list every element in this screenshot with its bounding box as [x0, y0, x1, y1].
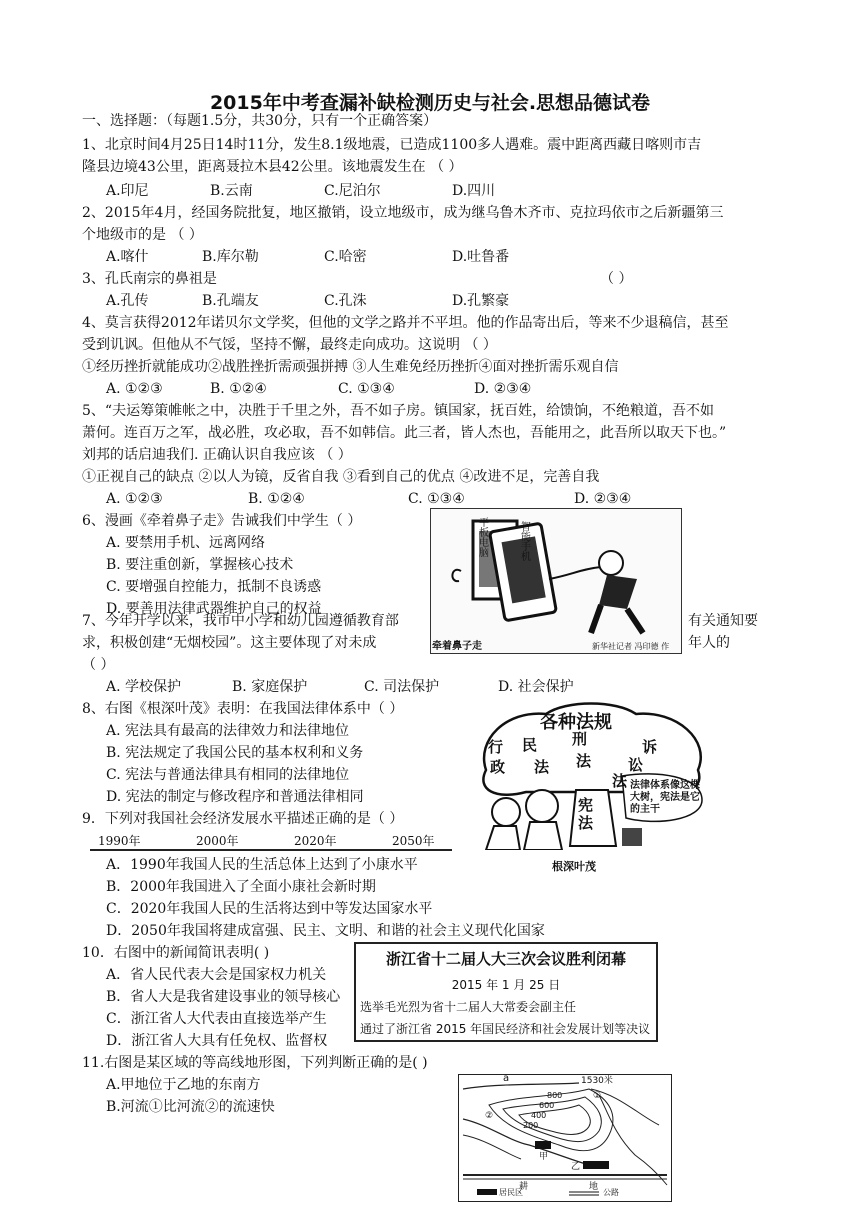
q7-option-d: D. 社会保护 — [498, 679, 574, 695]
q5-line1: 5、“夫运筹策帷帐之中，决胜于千里之外，吾不如子房。镇国家，抚百姓，给馈饷，不绝粮道，吾不如 — [82, 403, 715, 419]
cartoon-label-phone: 智能手机 — [521, 522, 531, 563]
q2-option-c: C.哈密 — [324, 249, 367, 265]
map-label-jia: 甲 — [539, 1152, 549, 1162]
map-label-600: 600 — [539, 1101, 555, 1110]
q5-line4: ①正视自己的缺点 ②以人为镜，反省自我 ③看到自己的优点 ④改进不足，完善自我 — [82, 469, 600, 485]
tree-branch-zheng: 政 — [490, 758, 506, 776]
q10-line1: 10．右图中的新闻简讯表明( ) — [82, 945, 270, 961]
exam-title: 2015年中考查漏补缺检测历史与社会.思想品德试卷 — [209, 92, 651, 114]
map-label-river1: ① — [593, 1091, 602, 1101]
q10-option-d: D．浙江省人大具有任免权、监督权 — [106, 1033, 328, 1049]
tree-speech-bubble: 法律体系像这棵大树，宪法是它的主干 — [630, 780, 700, 815]
tree-branch-fa2: 法 — [576, 752, 592, 770]
q4-option-c: C. ①③④ — [338, 381, 395, 397]
q1-option-d: D.四川 — [452, 183, 496, 199]
q2-line2: 个地级市的是 （ ） — [82, 227, 203, 243]
contour-lines — [459, 1075, 671, 1201]
map-label-a: a — [503, 1073, 510, 1084]
q7-line1a: 7、今年开学以来，我市中小学和幼儿园遵循教育部 — [82, 613, 399, 629]
q8-option-c: C. 宪法与普通法律具有相同的法律地位 — [106, 767, 350, 783]
q1-line1: 1、北京时间4月25日14时11分，发生8.1级地震，已造成1100多人遇难。震中距离西藏日喀则市吉 — [82, 137, 702, 153]
contour-map — [458, 1074, 672, 1202]
q9-option-c: C．2020年我国人民的生活将达到中等发达国家水平 — [106, 901, 433, 917]
q7-line3: （ ） — [82, 657, 115, 673]
q6-option-c: C. 要增强自控能力，抵制不良诱惑 — [106, 579, 322, 595]
q3-line1: 3、孔氏南宗的鼻祖是 — [82, 271, 217, 287]
q11-option-a: A.甲地位于乙地的东南方 — [106, 1077, 261, 1093]
tree-trunk-label: 宪法 — [578, 796, 594, 832]
q4-line2: 受到讥讽。但他从不气馁，坚持不懈，最终走向成功。这说明 （ ） — [82, 337, 497, 353]
q6-option-b: B. 要注重创新，掌握核心技术 — [106, 557, 294, 573]
tree-branch-xing: 行 — [488, 738, 504, 756]
news-brief-box — [354, 942, 658, 1042]
timeline-year-2050: 2050年 — [392, 834, 435, 848]
cartoon-caption-credit: 新华社记者 冯印德 作 — [592, 642, 670, 651]
cartoon-label-tablet: 平板电脑 — [479, 518, 489, 559]
q5-line2: 萧何。连百万之军，战必胜，攻必取，吾不如韩信。此三者，皆人杰也，吾能用之，此吾所以取天下也。” — [82, 425, 727, 441]
map-label-400: 400 — [531, 1111, 547, 1120]
q5-line3: 刘邦的话启迪我们. 正确认识自我应该 （ ） — [82, 447, 352, 463]
tree-branch-min: 民 — [522, 736, 538, 754]
q6-line1: 6、漫画《牵着鼻子走》告诫我们中学生（ ） — [82, 513, 362, 529]
q8-option-a: A. 宪法具有最高的法律效力和法律地位 — [106, 723, 350, 739]
cartoon-caption-title: 牵着鼻子走 — [432, 641, 482, 652]
map-label-yi: 乙 — [571, 1162, 581, 1172]
q2-option-b: B.库尔勒 — [202, 249, 259, 265]
q7-line2b: 年人的 — [688, 635, 730, 651]
q5-option-a: A. ①②③ — [106, 491, 163, 507]
q7-option-a: A. 学校保护 — [106, 679, 182, 695]
map-label-farm1: 耕 — [519, 1182, 529, 1192]
q5-option-c: C. ①③④ — [408, 491, 465, 507]
tree-branch-fa1: 法 — [534, 758, 550, 776]
map-label-peak: 1530米 — [581, 1076, 613, 1086]
q5-option-d: D. ②③④ — [574, 491, 632, 507]
map-label-800: 800 — [547, 1091, 563, 1100]
q3-answer-paren: （ ） — [600, 271, 633, 287]
tree-branch-song: 讼 — [628, 756, 644, 774]
tree-branch-fa3: 法 — [612, 772, 628, 790]
tree-top-label: 各种法规 — [540, 712, 612, 733]
q8-line1: 8、右图《根深叶茂》表明：在我国法律体系中（ ） — [82, 701, 404, 717]
q9-option-d: D．2050年我国将建成富强、民主、文明、和谐的社会主义现代化国家 — [106, 923, 545, 939]
map-label-farm2: 地 — [589, 1182, 599, 1192]
q11-line1: 11.右图是某区域的等高线地形图，下列判断正确的是( ) — [82, 1055, 428, 1071]
map-legend-residential: 居民区 — [499, 1188, 523, 1197]
map-label-200: 200 — [523, 1121, 539, 1130]
q10-option-a: A．省人民代表大会是国家权力机关 — [106, 967, 327, 983]
q4-option-a: A. ①②③ — [106, 381, 163, 397]
q7-option-c: C. 司法保护 — [364, 679, 440, 695]
q4-line1: 4、莫言获得2012年诺贝尔文学奖，但他的文学之路并不平坦。他的作品寄出后，等来不少退稿信，甚至 — [82, 315, 729, 331]
section-heading: 一、选择题：（每题1.5分，共30分，只有一个正确答案） — [82, 113, 438, 129]
q1-option-b: B.云南 — [210, 183, 253, 199]
q9-option-b: B．2000年我国进入了全面小康社会新时期 — [106, 879, 376, 895]
q8-option-b: B. 宪法规定了我国公民的基本权利和义务 — [106, 745, 364, 761]
q4-option-d: D. ②③④ — [474, 381, 532, 397]
q9-line1: 9．下列对我国社会经济发展水平描述正确的是（ ） — [82, 811, 404, 827]
q6-option-a: A. 要禁用手机、远离网络 — [106, 535, 266, 551]
news-title: 浙江省十二届人大三次会议胜利闭幕 — [385, 950, 626, 968]
q6-option-d: D. 要善用法律武器维护自己的权益 — [106, 601, 322, 617]
q5-option-b: B. ①②④ — [248, 491, 305, 507]
q4-option-b: B. ①②④ — [210, 381, 267, 397]
q7-line1b: 有关通知要 — [688, 613, 758, 629]
q2-option-d: D.吐鲁番 — [452, 249, 510, 265]
tree-caption: 根深叶茂 — [552, 860, 596, 873]
timeline-year-1990: 1990年 — [98, 834, 141, 848]
cartoon-drawing — [431, 509, 681, 653]
tree-branch-xing2: 刑 — [572, 730, 588, 748]
q1-option-a: A.印尼 — [106, 183, 149, 199]
q10-option-c: C．浙江省人大代表由直接选举产生 — [106, 1011, 327, 1027]
timeline-year-2020: 2020年 — [294, 834, 337, 848]
q10-option-b: B．省人大是我省建设事业的领导核心 — [106, 989, 341, 1005]
q2-option-a: A.喀什 — [106, 249, 149, 265]
q2-line1: 2、2015年4月，经国务院批复，地区撤销，设立地级市，成为继乌鲁木齐市、克拉玛依市之后新疆第三 — [82, 205, 724, 221]
q3-option-b: B.孔端友 — [202, 293, 259, 309]
q1-option-c: C.尼泊尔 — [324, 183, 381, 199]
q8-option-d: D. 宪法的制定与修改程序和普通法律相同 — [106, 789, 364, 805]
q11-option-b: B.河流①比河流②的流速快 — [106, 1099, 275, 1115]
q4-line3: ①经历挫折就能成功②战胜挫折需顽强拼搏 ③人生难免经历挫折④面对挫折需乐观自信 — [82, 359, 619, 375]
q1-line2: 隆县边境43公里，距离聂拉木县42公里。该地震发生在 （ ） — [82, 159, 463, 175]
cartoon-qianzhe-bizi-zou — [430, 508, 682, 654]
q3-option-d: D.孔繁豪 — [452, 293, 510, 309]
map-legend-road: 公路 — [603, 1188, 619, 1197]
map-label-river2: ② — [485, 1111, 494, 1121]
news-date: 2015 年 1 月 25 日 — [451, 978, 561, 992]
q9-option-a: A．1990年我国人民的生活总体上达到了小康水平 — [106, 857, 418, 873]
q3-option-a: A.孔传 — [106, 293, 149, 309]
q7-line2a: 求，积极创建“无烟校园”。这主要体现了对未成 — [82, 635, 377, 651]
q3-option-c: C.孔洙 — [324, 293, 367, 309]
news-line2: 通过了浙江省 2015 年国民经济和社会发展计划等决议 — [360, 1022, 651, 1036]
q7-option-b: B. 家庭保护 — [232, 679, 308, 695]
timeline-year-2000: 2000年 — [196, 834, 239, 848]
tree-cartoon-genshen-yemao — [466, 700, 724, 850]
news-line1: 选举毛光烈为省十二届人大常委会副主任 — [360, 1000, 577, 1014]
tree-branch-su: 诉 — [642, 738, 658, 756]
q9-timeline — [86, 830, 456, 854]
